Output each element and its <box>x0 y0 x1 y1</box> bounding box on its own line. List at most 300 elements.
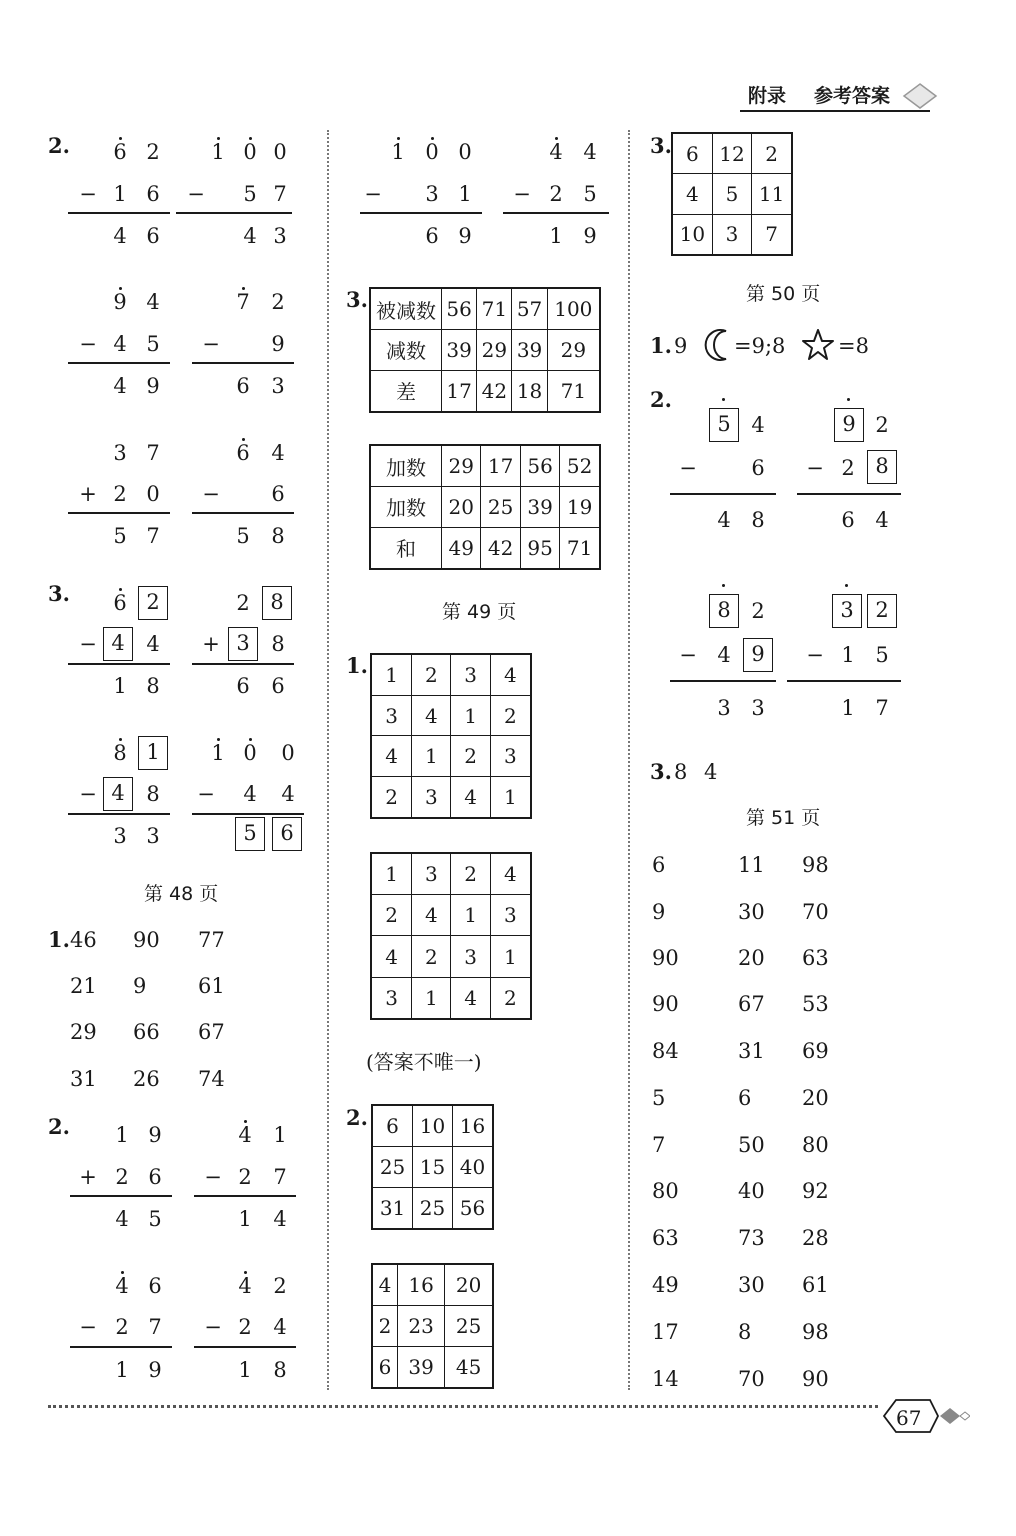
answer-value: 73 <box>738 1226 765 1250</box>
answer-value: 69 <box>802 1039 829 1063</box>
digit: 2 <box>146 140 160 164</box>
grid-cell: 1 <box>451 895 490 936</box>
digit: 3 <box>751 696 765 720</box>
digit: 1 <box>273 1123 287 1147</box>
table-cell: 39 <box>520 487 559 528</box>
answer-value: 8 <box>674 760 688 784</box>
borrow-dot <box>217 738 220 741</box>
answer-box: 2 <box>867 594 897 628</box>
note-text: (答案不唯一) <box>366 1050 482 1074</box>
table-cell: 25 <box>481 487 520 528</box>
table-cell: 100 <box>547 288 600 330</box>
digit: 3 <box>273 224 287 248</box>
borrow-dot <box>431 137 434 140</box>
digit: 9 <box>458 224 472 248</box>
borrow-dot <box>119 287 122 290</box>
digit: 6 <box>146 182 160 206</box>
answer-value: 11 <box>738 853 765 877</box>
digit: 2 <box>238 1165 252 1189</box>
table-cell: 71 <box>560 527 600 569</box>
digit: 5 <box>113 524 127 548</box>
grid-cell: 25 <box>445 1306 493 1347</box>
grid-cell: 39 <box>397 1346 444 1388</box>
sum-line <box>70 1346 172 1348</box>
digit: 1 <box>113 674 127 698</box>
table-cell: 95 <box>520 527 559 569</box>
answer-value: 80 <box>802 1133 829 1157</box>
grid-cell: 5 <box>712 174 752 214</box>
digit: 3 <box>146 824 160 848</box>
answer-value: 63 <box>652 1226 679 1250</box>
answer-value: 30 <box>738 900 765 924</box>
table-cell: 29 <box>547 330 600 371</box>
grid-cell: 6 <box>372 1105 413 1147</box>
page-number: 67 <box>896 1406 922 1430</box>
grid-cell: 16 <box>397 1264 444 1306</box>
digit: 2 <box>751 599 765 623</box>
digit: 6 <box>236 374 250 398</box>
digit: 6 <box>148 1165 162 1189</box>
table-cell: 39 <box>442 330 477 371</box>
digit: 6 <box>841 508 855 532</box>
row-header: 和 <box>370 527 442 569</box>
operator: − <box>79 332 97 356</box>
grid-cell: 7 <box>752 214 792 255</box>
header-answers: 参考答案 <box>814 85 891 107</box>
grid-cell: 2 <box>490 695 531 736</box>
footer-dotted-rule <box>48 1405 878 1408</box>
table-cell: 71 <box>547 370 600 412</box>
digit: 6 <box>146 224 160 248</box>
borrow-dot <box>244 1271 247 1274</box>
digit: 2 <box>841 456 855 480</box>
digit: 6 <box>425 224 439 248</box>
digit: 1 <box>115 1123 129 1147</box>
digit: 4 <box>243 782 257 806</box>
digit: 4 <box>113 332 127 356</box>
grid-cell: 3 <box>412 853 451 895</box>
digit: 4 <box>717 508 731 532</box>
answer-value: 53 <box>802 992 829 1016</box>
digit: 7 <box>146 524 160 548</box>
answer-box: 8 <box>867 450 897 484</box>
digit: 1 <box>458 182 472 206</box>
row-header: 被减数 <box>370 288 442 330</box>
grid-cell: 4 <box>672 174 712 214</box>
header-appendix: 附录 <box>748 85 787 107</box>
digit: 2 <box>271 290 285 314</box>
digit: 7 <box>273 1165 287 1189</box>
section-title: 第 49 页 <box>442 601 517 623</box>
digit: 2 <box>115 1315 129 1339</box>
grid-cell: 3 <box>712 214 752 255</box>
table-cell: 42 <box>477 370 512 412</box>
grid-cell: 56 <box>452 1187 493 1229</box>
digit: 0 <box>243 741 257 765</box>
digit: 1 <box>841 643 855 667</box>
answer-box: 4 <box>103 777 133 811</box>
digit: 6 <box>236 441 250 465</box>
digit: 2 <box>113 482 127 506</box>
grid-cell: 2 <box>412 654 451 695</box>
digit: 4 <box>273 1207 287 1231</box>
table-cell: 56 <box>442 288 477 330</box>
addition-grid-d <box>371 1263 494 1389</box>
digit: 3 <box>425 182 439 206</box>
question-label: 1. <box>48 927 70 952</box>
digit: 4 <box>281 782 295 806</box>
digit: 4 <box>875 508 889 532</box>
section-title: 第 50 页 <box>746 283 821 305</box>
answer-box: 4 <box>103 627 133 661</box>
question-label: 2. <box>346 1105 368 1130</box>
answer-value: 40 <box>738 1179 765 1203</box>
answer-value: 66 <box>133 1020 160 1044</box>
digit: 8 <box>146 674 160 698</box>
addition-table <box>369 444 601 570</box>
digit: 1 <box>549 224 563 248</box>
answer-value: 31 <box>70 1067 97 1091</box>
operator: − <box>204 1165 222 1189</box>
digit: 1 <box>211 140 225 164</box>
digit: 4 <box>549 140 563 164</box>
star-icon <box>801 328 835 362</box>
table-cell: 71 <box>477 288 512 330</box>
question-label: 1. <box>650 333 672 358</box>
answer-box: 9 <box>743 638 773 672</box>
answer-value: 67 <box>738 992 765 1016</box>
question-label: 2. <box>48 133 70 158</box>
operator: − <box>197 782 215 806</box>
answer-value: 61 <box>198 974 225 998</box>
borrow-dot <box>244 1120 247 1123</box>
question-label: 3. <box>650 133 672 158</box>
borrow-dot <box>242 438 245 441</box>
answer-value: 4 <box>704 760 718 784</box>
digit: 4 <box>583 140 597 164</box>
answer-box: 3 <box>832 594 862 628</box>
answer-value: 92 <box>802 1179 829 1203</box>
operator: − <box>79 1315 97 1339</box>
digit: 0 <box>425 140 439 164</box>
digit: 4 <box>271 441 285 465</box>
grid-cell: 3 <box>412 777 451 818</box>
grid-cell: 2 <box>752 133 792 174</box>
borrow-dot <box>397 137 400 140</box>
sum-line <box>360 212 482 214</box>
answer-box: 9 <box>834 408 864 442</box>
borrow-dot <box>722 584 725 587</box>
question-label: 2. <box>48 1114 70 1139</box>
sum-line <box>192 512 294 514</box>
answer-value: 90 <box>652 992 679 1016</box>
grid-cell: 10 <box>672 214 712 255</box>
digit: 3 <box>113 441 127 465</box>
grid-cell: 11 <box>752 174 792 214</box>
digit: 4 <box>273 1315 287 1339</box>
digit: 4 <box>751 413 765 437</box>
digit: 0 <box>273 140 287 164</box>
grid-cell: 15 <box>413 1147 453 1188</box>
grid-cell: 25 <box>372 1147 413 1188</box>
digit: 5 <box>583 182 597 206</box>
answer-value: 67 <box>198 1020 225 1044</box>
sum-line <box>192 813 304 815</box>
operator: − <box>202 482 220 506</box>
digit: 9 <box>113 290 127 314</box>
latin-square-a <box>370 653 532 819</box>
answer-value: 20 <box>802 1086 829 1110</box>
header-diamond-icon <box>900 82 940 110</box>
grid-cell: 4 <box>371 936 412 977</box>
grid-cell: 4 <box>490 654 531 695</box>
answer-value: 80 <box>652 1179 679 1203</box>
grid-cell: 16 <box>452 1105 493 1147</box>
digit: 8 <box>273 1358 287 1382</box>
operator: − <box>513 182 531 206</box>
grid-cell: 2 <box>490 977 531 1019</box>
borrow-dot <box>121 1271 124 1274</box>
digit: 0 <box>146 482 160 506</box>
digit: 9 <box>148 1358 162 1382</box>
operator: − <box>202 332 220 356</box>
table-cell: 17 <box>442 370 477 412</box>
digit: 5 <box>148 1207 162 1231</box>
grid-cell: 3 <box>371 977 412 1019</box>
digit: 5 <box>236 524 250 548</box>
operator: + <box>202 632 220 656</box>
grid-cell: 12 <box>712 133 752 174</box>
answer-value: 50 <box>738 1133 765 1157</box>
latin-square-b <box>370 852 532 1020</box>
answer-value: 77 <box>198 928 225 952</box>
sum-line <box>670 680 776 682</box>
grid-cell: 23 <box>397 1306 444 1347</box>
digit: 9 <box>583 224 597 248</box>
operator: + <box>79 482 97 506</box>
digit: 0 <box>281 741 295 765</box>
digit: 8 <box>113 741 127 765</box>
answer-box: 8 <box>262 586 292 620</box>
borrow-dot <box>845 584 848 587</box>
digit: 4 <box>146 632 160 656</box>
answer-value: 5 <box>652 1086 666 1110</box>
sum-line <box>68 813 170 815</box>
digit: 2 <box>875 413 889 437</box>
digit: 1 <box>391 140 405 164</box>
digit: 7 <box>273 182 287 206</box>
sum-line <box>176 212 292 214</box>
answer-value: 20 <box>738 946 765 970</box>
answer-value: 9 <box>652 900 666 924</box>
moon-icon <box>704 328 732 362</box>
sum-line <box>503 212 609 214</box>
subtraction-table <box>369 287 601 413</box>
table-cell: 29 <box>442 445 481 487</box>
grid-cell: 1 <box>490 777 531 818</box>
grid-cell: 1 <box>412 736 451 777</box>
sum-line <box>797 493 901 495</box>
grid-cell: 1 <box>490 936 531 977</box>
grid-cell: 3 <box>490 895 531 936</box>
section-title: 第 48 页 <box>144 883 219 905</box>
question-label: 3. <box>650 759 672 784</box>
sum-line <box>68 512 170 514</box>
digit: 3 <box>271 374 285 398</box>
borrow-dot <box>249 137 252 140</box>
operator: − <box>79 182 97 206</box>
digit: 6 <box>148 1274 162 1298</box>
table-cell: 17 <box>481 445 520 487</box>
digit: 8 <box>271 632 285 656</box>
grid-cell: 10 <box>413 1105 453 1147</box>
answer-box: 6 <box>272 817 302 851</box>
grid-cell: 6 <box>372 1346 397 1388</box>
grid-cell: 4 <box>412 895 451 936</box>
operator: − <box>204 1315 222 1339</box>
answer-value: 74 <box>198 1067 225 1091</box>
answer-value: =8 <box>838 334 869 358</box>
digit: 7 <box>875 696 889 720</box>
digit: 9 <box>146 374 160 398</box>
grid-cell: 31 <box>372 1187 413 1229</box>
digit: 4 <box>146 290 160 314</box>
grid-cell: 45 <box>445 1346 493 1388</box>
answer-value: 61 <box>802 1273 829 1297</box>
operator: − <box>679 456 697 480</box>
table-cell: 57 <box>512 288 547 330</box>
magic-square <box>671 132 793 256</box>
digit: 1 <box>113 182 127 206</box>
sum-line <box>192 362 294 364</box>
answer-value: 46 <box>70 928 97 952</box>
answer-value: 8 <box>738 1320 752 1344</box>
digit: 2 <box>238 1315 252 1339</box>
table-cell: 20 <box>442 487 481 528</box>
answer-value: 21 <box>70 974 97 998</box>
digit: 6 <box>271 674 285 698</box>
answer-value: 29 <box>70 1020 97 1044</box>
answer-value: 28 <box>802 1226 829 1250</box>
grid-cell: 1 <box>451 695 490 736</box>
digit: 8 <box>146 782 160 806</box>
table-cell: 42 <box>481 527 520 569</box>
digit: 0 <box>458 140 472 164</box>
grid-cell: 2 <box>372 1306 397 1347</box>
answer-value: 70 <box>738 1367 765 1391</box>
sum-line <box>192 663 294 665</box>
borrow-dot <box>555 137 558 140</box>
grid-cell: 4 <box>451 777 490 818</box>
digit: 1 <box>841 696 855 720</box>
table-cell: 19 <box>560 487 600 528</box>
digit: 3 <box>717 696 731 720</box>
answer-value: =9;8 <box>734 334 786 358</box>
grid-cell: 3 <box>490 736 531 777</box>
question-label: 2. <box>650 387 672 412</box>
answer-value: 70 <box>802 900 829 924</box>
answer-value: 63 <box>802 946 829 970</box>
borrow-dot <box>847 398 850 401</box>
digit: 9 <box>148 1123 162 1147</box>
grid-cell: 2 <box>451 736 490 777</box>
sum-line <box>194 1195 296 1197</box>
grid-cell: 4 <box>490 853 531 895</box>
answer-value: 6 <box>738 1086 752 1110</box>
answer-value: 31 <box>738 1039 765 1063</box>
grid-cell: 4 <box>371 736 412 777</box>
grid-cell: 2 <box>451 853 490 895</box>
table-cell: 39 <box>512 330 547 371</box>
answer-box: 2 <box>138 586 168 620</box>
section-title: 第 51 页 <box>746 807 821 829</box>
operator: − <box>364 182 382 206</box>
table-cell: 52 <box>560 445 600 487</box>
grid-cell: 40 <box>452 1147 493 1188</box>
answer-value: 49 <box>652 1273 679 1297</box>
answer-box: 3 <box>228 627 258 661</box>
digit: 5 <box>243 182 257 206</box>
borrow-dot <box>217 137 220 140</box>
grid-cell: 20 <box>445 1264 493 1306</box>
digit: 6 <box>271 482 285 506</box>
digit: 5 <box>875 643 889 667</box>
column-separator-2 <box>628 130 630 1390</box>
digit: 1 <box>238 1358 252 1382</box>
grid-cell: 2 <box>371 895 412 936</box>
grid-cell: 6 <box>672 133 712 174</box>
operator: − <box>806 643 824 667</box>
borrow-dot <box>119 588 122 591</box>
digit: 2 <box>273 1274 287 1298</box>
digit: 2 <box>115 1165 129 1189</box>
digit: 1 <box>238 1207 252 1231</box>
digit: 4 <box>717 643 731 667</box>
sum-line <box>70 1195 172 1197</box>
answer-value: 9 <box>133 974 147 998</box>
answer-box: 8 <box>709 594 739 628</box>
answer-value: 90 <box>802 1367 829 1391</box>
operator: − <box>187 182 205 206</box>
grid-cell: 4 <box>372 1264 397 1306</box>
answer-value: 17 <box>652 1320 679 1344</box>
grid-cell: 3 <box>451 654 490 695</box>
digit: 4 <box>113 224 127 248</box>
grid-cell: 1 <box>371 853 412 895</box>
answer-value: 14 <box>652 1367 679 1391</box>
grid-cell: 3 <box>371 695 412 736</box>
sum-line <box>68 663 170 665</box>
digit: 3 <box>113 824 127 848</box>
operator: + <box>79 1165 97 1189</box>
sum-line <box>68 212 170 214</box>
borrow-dot <box>249 738 252 741</box>
row-header: 差 <box>370 370 442 412</box>
grid-cell: 2 <box>412 936 451 977</box>
question-label: 3. <box>48 581 70 606</box>
digit: 4 <box>238 1274 252 1298</box>
operator: − <box>806 456 824 480</box>
borrow-dot <box>242 287 245 290</box>
digit: 4 <box>115 1207 129 1231</box>
borrow-dot <box>119 738 122 741</box>
header-underline <box>740 110 930 112</box>
digit: 4 <box>243 224 257 248</box>
page-number-badge-icon <box>880 1394 970 1438</box>
sum-line <box>787 680 901 682</box>
digit: 6 <box>113 140 127 164</box>
digit: 8 <box>271 524 285 548</box>
